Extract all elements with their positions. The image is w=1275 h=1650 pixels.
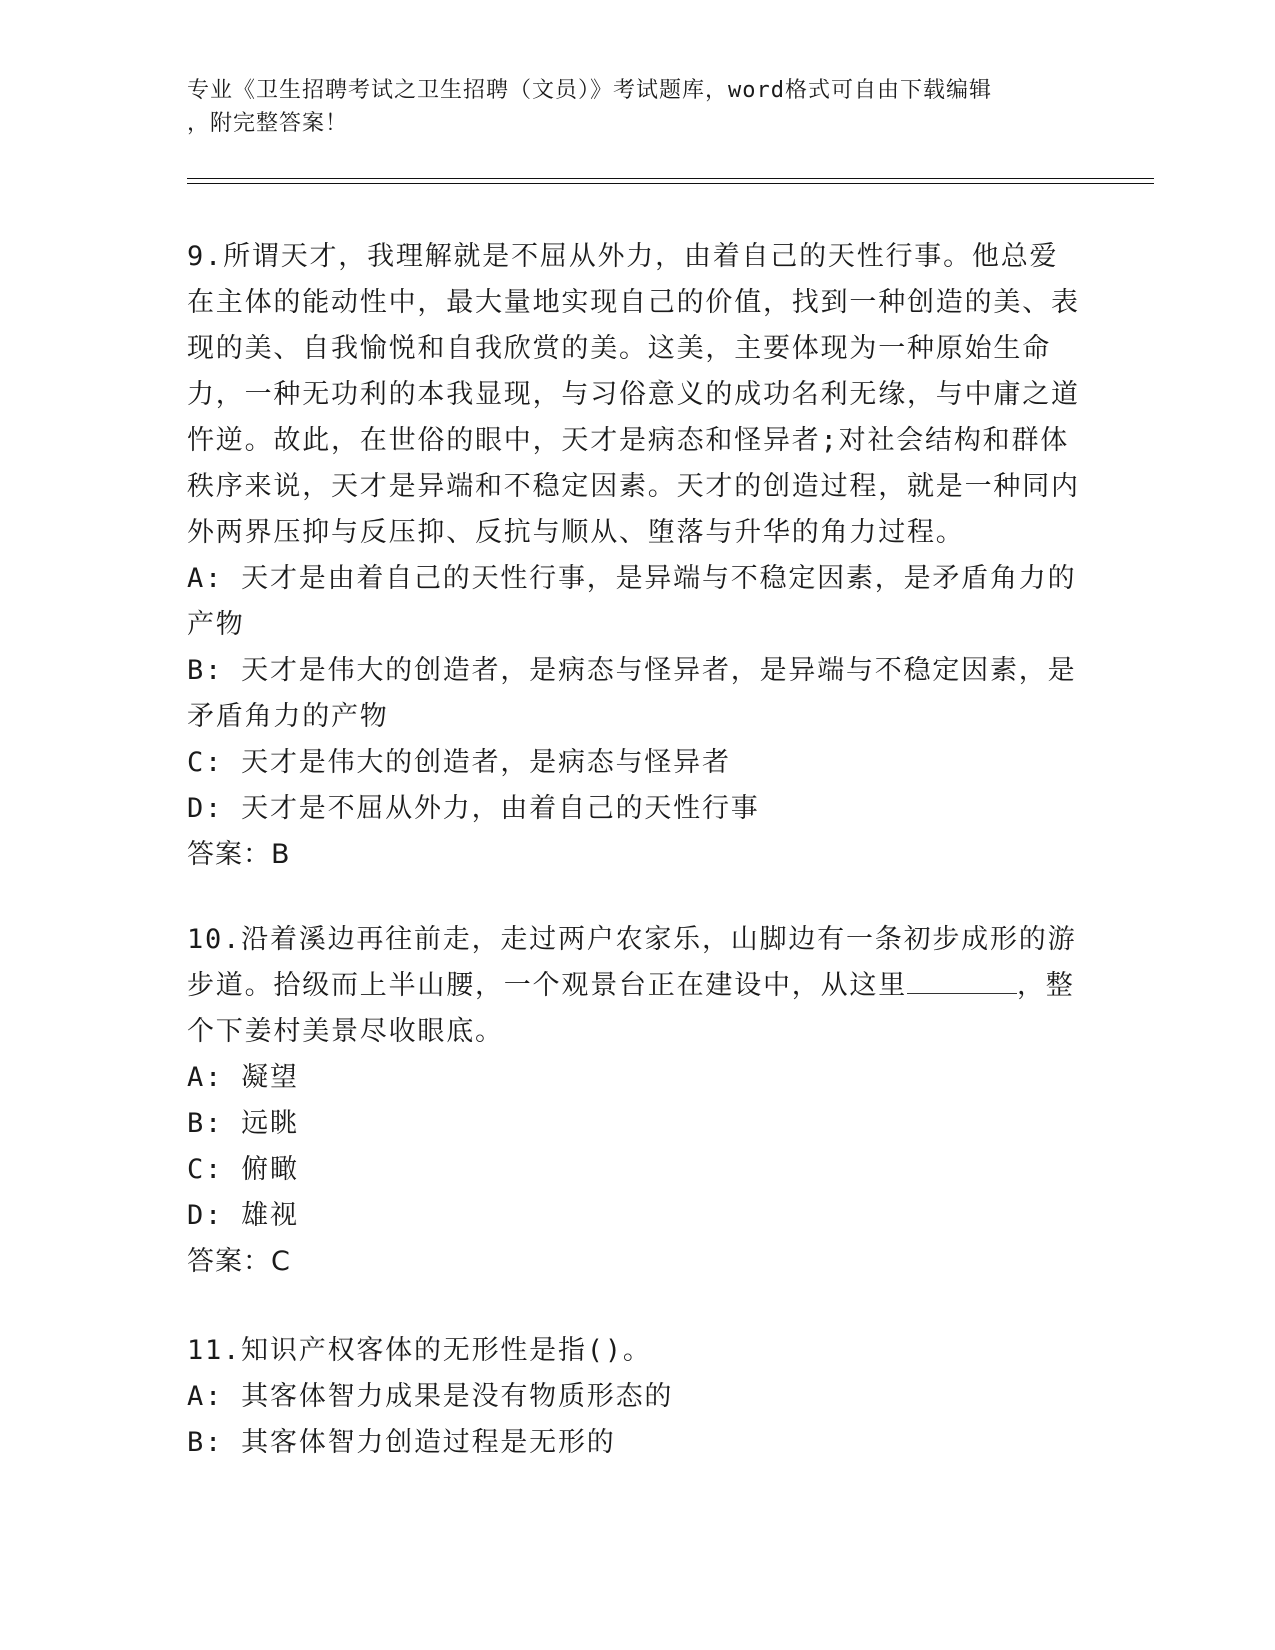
option-b: B: 远眺: [187, 1108, 299, 1139]
question-stem: [187, 917, 1087, 1055]
option-d: D: 雄视: [187, 1200, 299, 1231]
question-9: [187, 234, 1087, 878]
fill-in-blank: [907, 971, 1017, 994]
question-stem: 9.所谓天才，我理解就是不屈从外力，由着自己的天性行事。他总爱在主体的能动性中，最大量地实现自己的价值，找到一种创造的美、表现的美、自我愉悦和自我欣赏的美。这美，主要体现为一种原始生命力，一种无功利的本我显现，与习俗意义的成功名利无缘，与中庸之道忤逆。故此，在世俗的眼中，天才是病态和怪异者;对社会结构和群体秩序来说，天才是异端和不稳定因素。天才的创造过程，就是一种同内外两界压抑与反压抑、反抗与顺从、堕落与升华的角力过程。: [187, 241, 1080, 548]
option-a: A: 凝望: [187, 1062, 299, 1093]
answer-label: 答案：B: [187, 839, 291, 870]
option-d: D: 天才是不屈从外力，由着自己的天性行事: [187, 793, 760, 824]
option-b: B: 天才是伟大的创造者，是病态与怪异者，是异端与不稳定因素，是矛盾角力的产物: [187, 655, 1077, 732]
answer-label: 答案：C: [187, 1246, 291, 1277]
option-c: C: 俯瞰: [187, 1154, 299, 1185]
option-a: A: 天才是由着自己的天性行事，是异端与不稳定因素，是矛盾角力的产物: [187, 563, 1077, 640]
document-header: [187, 74, 1067, 140]
question-10: [187, 917, 1087, 1285]
header-title-line-2: ，附完整答案！: [187, 111, 349, 136]
question-11: [187, 1328, 1087, 1466]
stem-text-before-blank: 10.沿着溪边再往前走，走过两户农家乐，山脚边有一条初步成形的游步道。拾级而上半山腰，一个观景台正在建设中，从这里: [187, 924, 1077, 1001]
question-stem: 11.知识产权客体的无形性是指()。: [187, 1335, 652, 1366]
option-b: B: 其客体智力创造过程是无形的: [187, 1427, 616, 1458]
stem-text-after-blank: ，整个下姜村美景尽收眼底。: [187, 970, 1075, 1047]
header-divider-bottom: [187, 183, 1154, 184]
option-a: A: 其客体智力成果是没有物质形态的: [187, 1381, 674, 1412]
option-c: C: 天才是伟大的创造者，是病态与怪异者: [187, 747, 731, 778]
header-title-line-1: 专业《卫生招聘考试之卫生招聘（文员）》考试题库，word格式可自由下载编辑: [187, 78, 992, 103]
header-divider-top: [187, 178, 1154, 179]
